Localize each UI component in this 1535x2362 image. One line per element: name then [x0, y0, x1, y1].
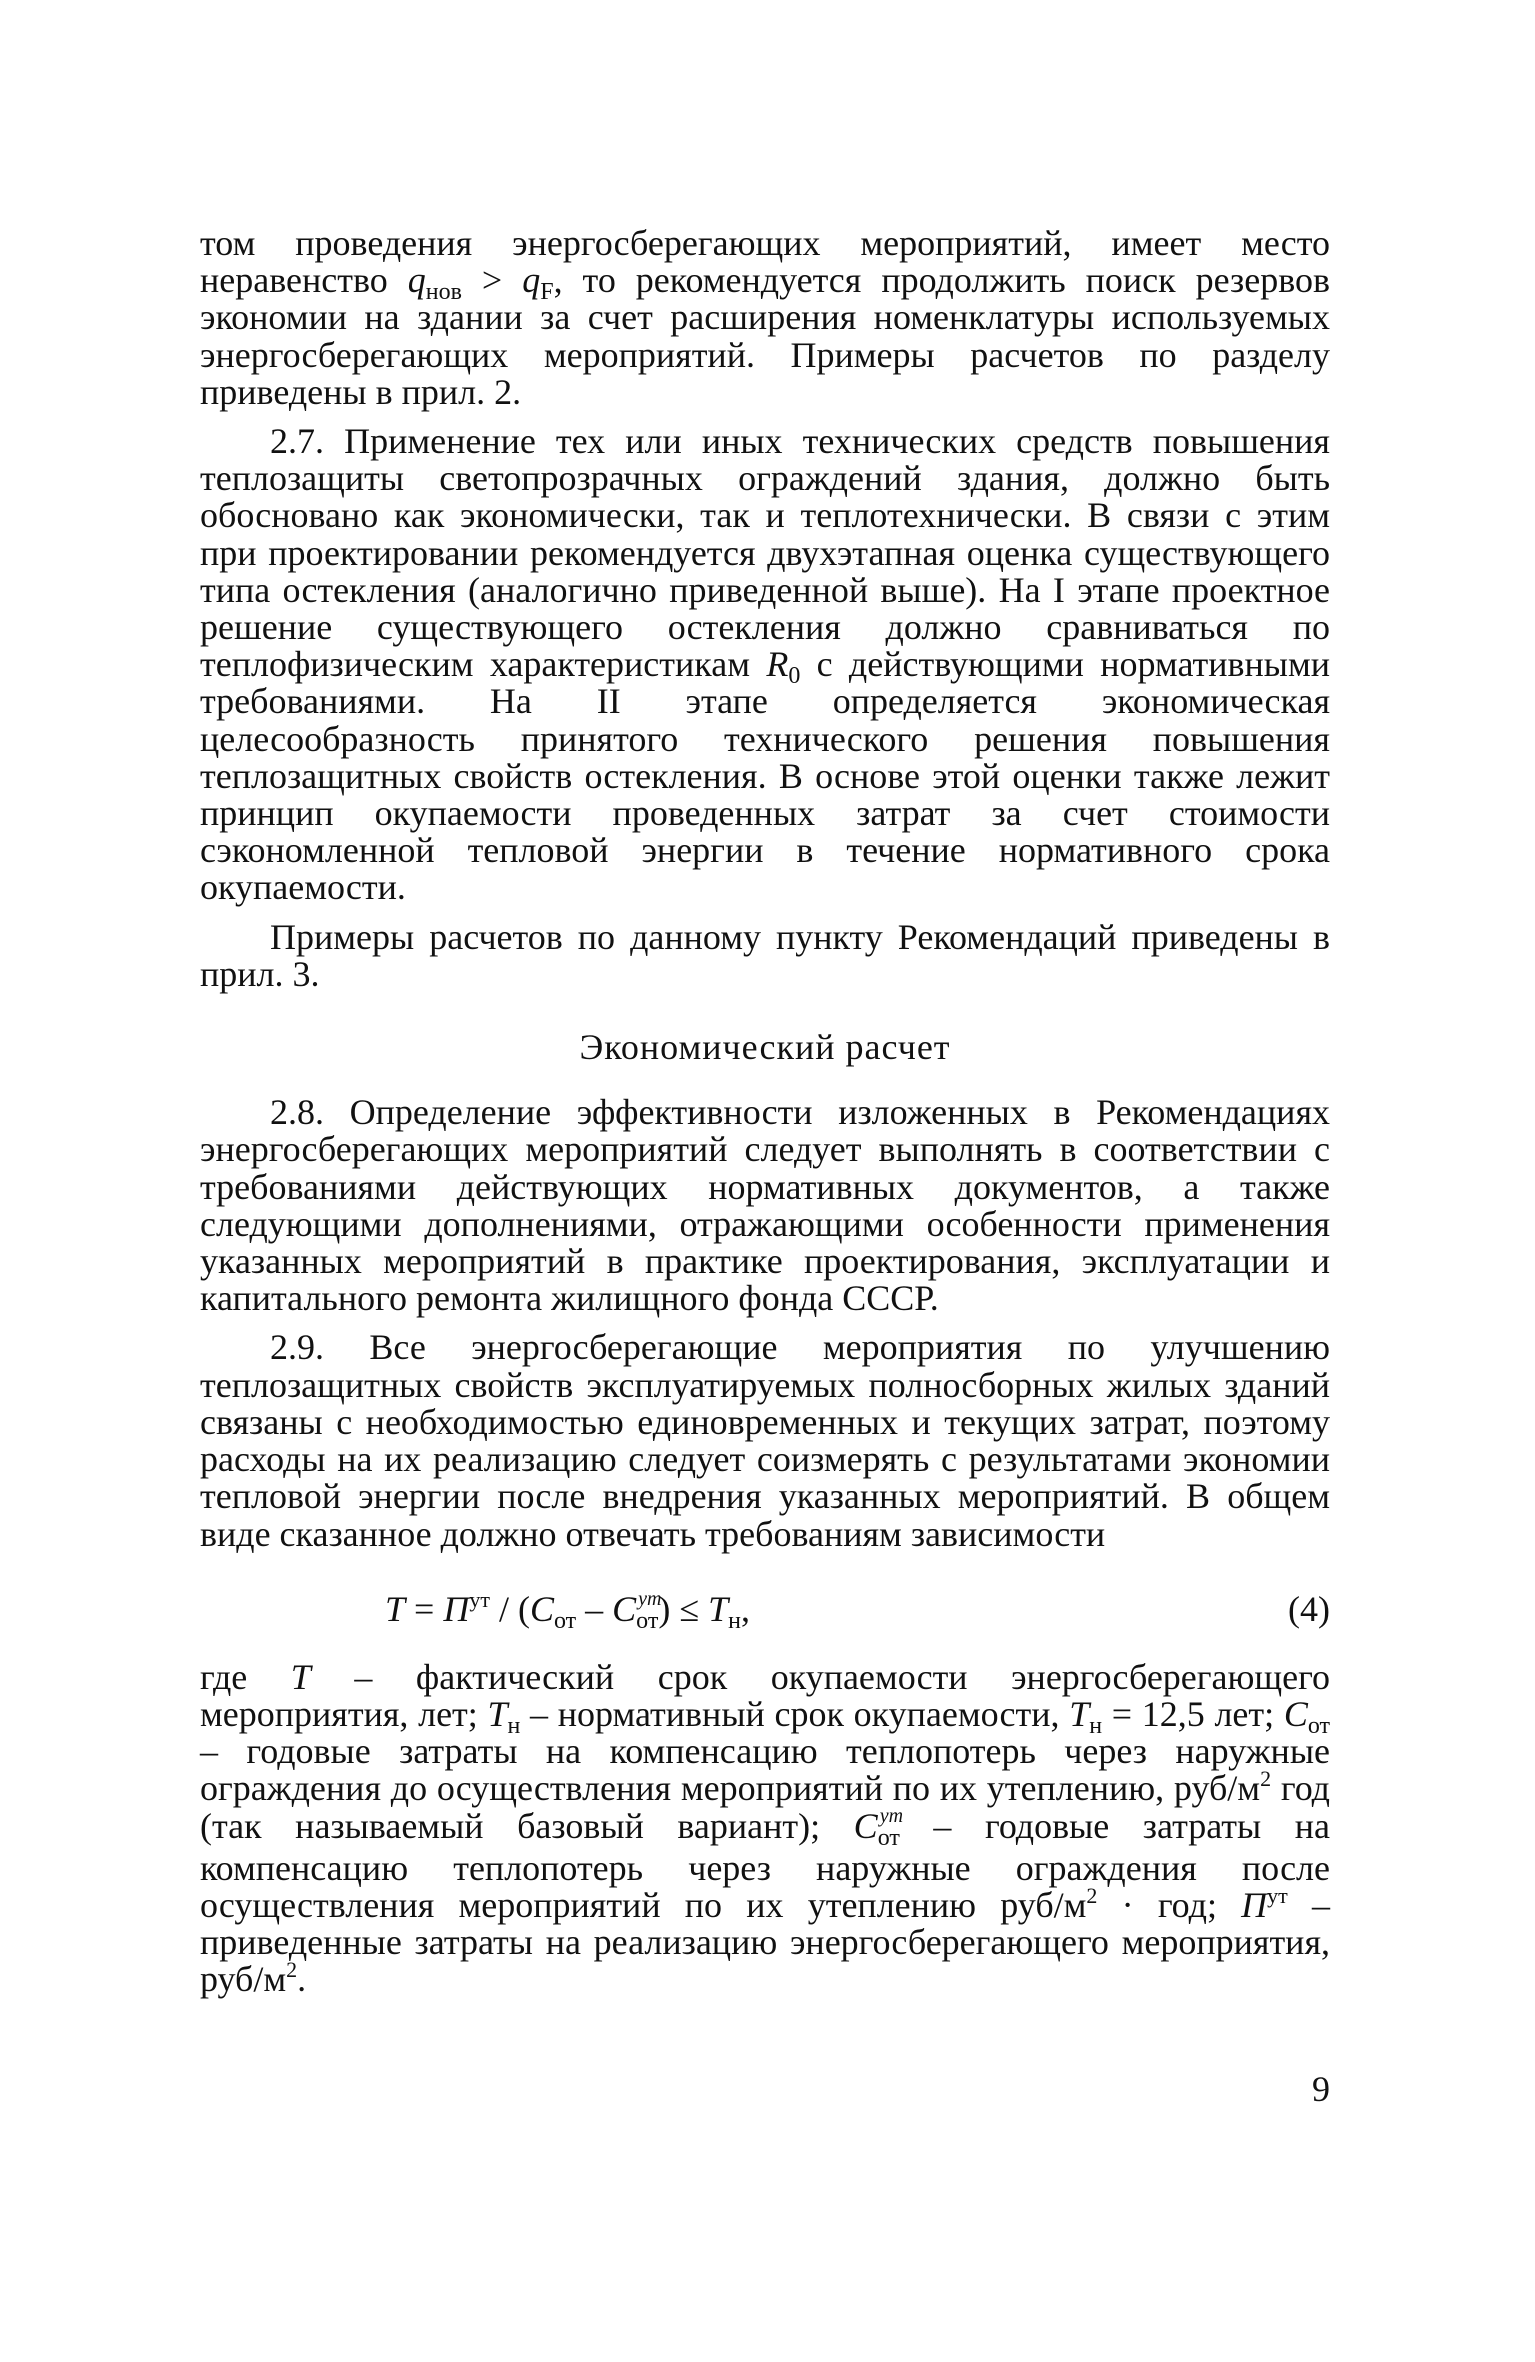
formula-number: (4): [1288, 1588, 1330, 1629]
paragraph-2-8: 2.8. Определение эффективности изложенных в Рекомендациях энергосберегающих мероприятий следует выполнять в соответствии с требованиями действующих нормативных документов, а также следующими дополнениями, отражающими особенности применения указанных мероприятий в практике проектирования, эксплуатации и капитального ремонта жилищного фонда СССР.: [200, 1092, 1330, 1319]
paragraph-intro: том проведения энергосберегающих мероприятий, имеет место неравенство $q_{нов} > q_F$, то рекомендуется продолжить поиск резервов экономии на здании за счет расширения номенклатуры используемых энергосберегающих мероприятий. Примеры расчетов по разделу приведены в прил. 2.: [200, 223, 1330, 412]
paragraph-2-9: 2.9. Все энергосберегающие мероприятия по улучшению теплозащитных свойств эксплуатируемых полносборных жилых зданий связаны с необходимостью единовременных и текущих затрат, поэтому расходы на их реализацию следует соизмерять с результатами экономии тепловой энергии после внедрения указанных мероприятий. В общем виде сказанное должно отвечать требованиям зависимости: [200, 1327, 1330, 1554]
paragraph-2-7: 2.7. Применение тех или иных технических средств повышения теплозащиты светопрозрачных ограждений здания, должно быть обосновано как экономически, так и теплотехнически. В связи с этим при проектировании рекомендуется двухэтапная оценка существующего типа остекления (аналогично приведенной выше). На I этапе проектное решение существующего остекления должно сравниваться по теплофизическим характеристикам $R_0$ с действующими нормативными требованиями. На II этапе определяется экономическая целесообразность принятого технического решения повышения теплозащитных свойств остекления. В основе этой оценки также лежит принцип окупаемости проведенных затрат за счет стоимости сэкономленной тепловой энергии в течение нормативного срока окупаемости.: [200, 421, 1331, 908]
formula-expression: $T = П^{ут} / (C_{от} - C$ ут $от) \le T_н$,: [385, 1586, 750, 1634]
page-number: 9: [1312, 2069, 1330, 2109]
paragraph-where: где T – фактический срок окупаемости энергосберегающего мероприятия, лет; $T_н$ – нормативный срок окупаемости, $T_н = 12,5$ лет; $C_{от}$ – годовые затраты на компенсацию теплопотерь через наружные ограждения до осуществления мероприятий по их утеплению, руб/$м^2$ год (так называемый базовый вариант); C ут от – годовые затраты на компенсацию теплопотерь через наружные ограждения после осуществления мероприятий по их утеплению руб/$м^2$ · год; $П^{ут}$ – приведенные затраты на реализацию энергосберегающего мероприятия, руб/$м^2$.: [200, 1656, 1331, 2000]
document-page: [200, 225, 1330, 1999]
section-heading: Экономический расчет: [579, 1027, 951, 1068]
formula-4: [200, 1581, 1330, 1639]
paragraph-examples: Примеры расчетов по данному пункту Рекомендаций приведены в прил. 3.: [200, 916, 1330, 994]
